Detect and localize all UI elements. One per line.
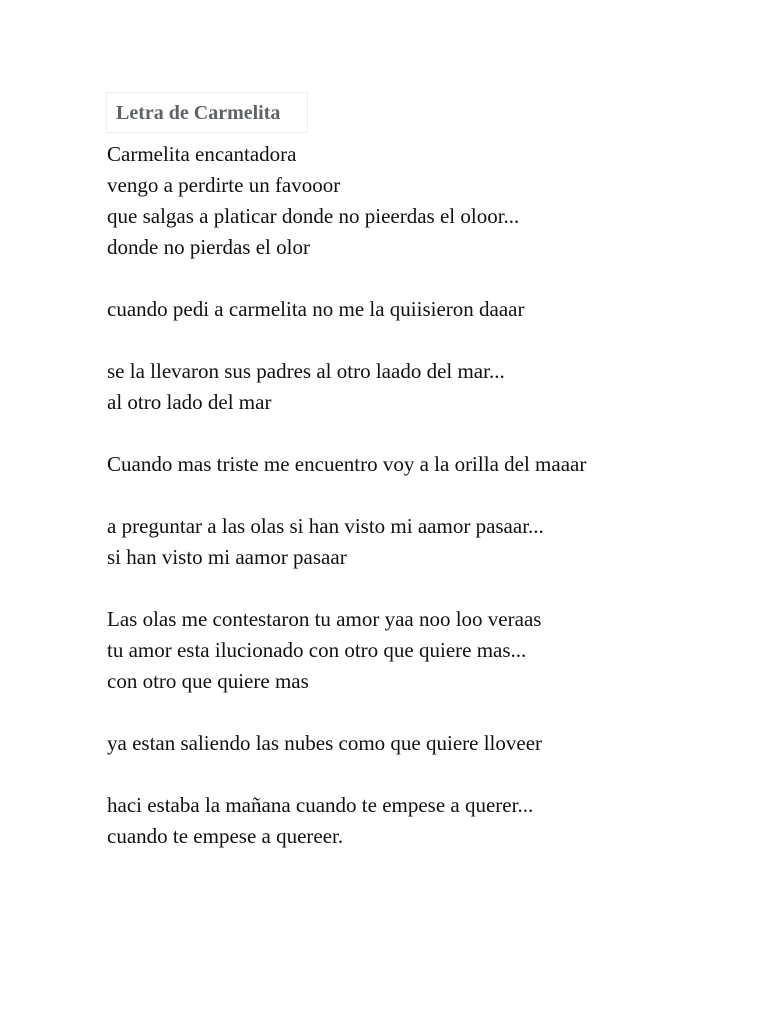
lyric-line: Carmelita encantadora <box>107 142 297 166</box>
blank-line <box>107 480 727 511</box>
lyric-line: haci estaba la mañana cuando te empese a querer... <box>107 793 534 817</box>
lyric-line: a preguntar a las olas si han visto mi aamor pasaar... <box>107 514 544 538</box>
blank-line <box>107 697 727 728</box>
lyric-line: si han visto mi aamor pasaar <box>107 545 347 569</box>
blank-line <box>107 325 727 356</box>
lyric-line: ya estan saliendo las nubes como que quiere lloveer <box>107 731 543 755</box>
lyric-line: cuando pedi a carmelita no me la quiisieron daaar <box>107 297 525 321</box>
lyric-line: tu amor esta ilucionado con otro que quiere mas... <box>107 638 527 662</box>
document-title: Letra de Carmelita <box>116 101 281 124</box>
lyric-line: se la llevaron sus padres al otro laado del mar... <box>107 359 505 383</box>
blank-line <box>107 418 727 449</box>
lyric-line: Las olas me contestaron tu amor yaa noo loo veraas <box>107 607 542 631</box>
lyric-line: vengo a perdirte un favooor <box>107 173 341 197</box>
lyric-line: Cuando mas triste me encuentro voy a la orilla del maaar <box>107 452 587 476</box>
title-box <box>106 92 308 133</box>
blank-line <box>107 263 727 294</box>
lyric-line: donde no pierdas el olor <box>107 235 310 259</box>
lyric-line: cuando te empese a quereer. <box>107 824 344 848</box>
blank-line <box>107 573 727 604</box>
lyrics-body <box>107 139 727 852</box>
lyric-line: al otro lado del mar <box>107 390 272 414</box>
blank-line <box>107 759 727 790</box>
lyric-line: que salgas a platicar donde no pieerdas el oloor... <box>107 204 520 228</box>
lyric-line: con otro que quiere mas <box>107 669 309 693</box>
